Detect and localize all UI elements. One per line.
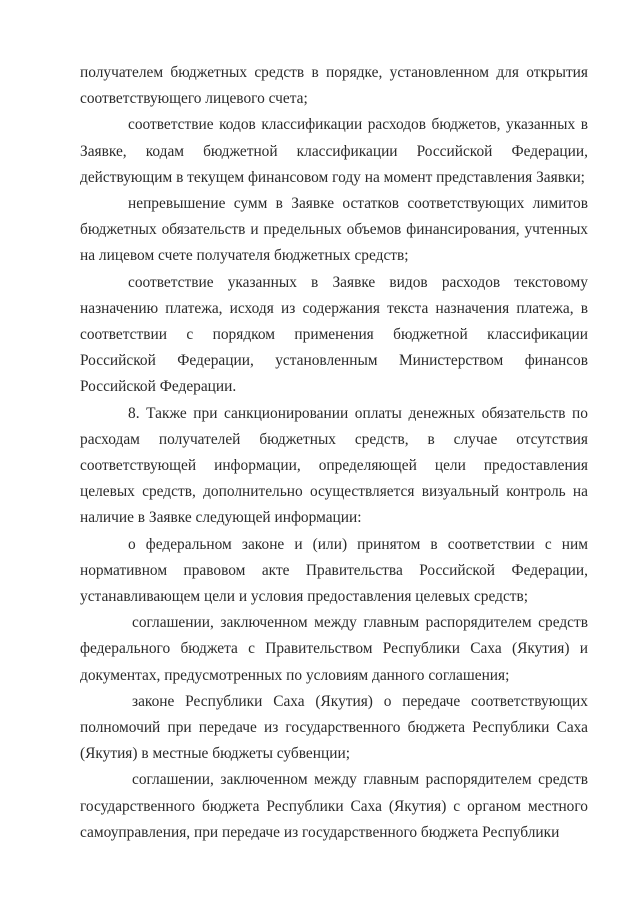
paragraph-republic-law: законе Республики Саха (Якутия) о передаче соответствующих полномочий при передаче из государственного бюджета Республики Саха (Якутия) в местные бюджеты субвенции; [80,692,588,763]
document-body [80,60,588,846]
paragraph-item-8: 8. Также при санкционировании оплаты денежных обязательств по расходам получателей бюджетных средств, в случае отсутствия соответствующей информации, определяющей цели предоставления целевых средств, дополнительно осуществляется визуальный контроль на наличие в Заявке следующей информации: [80,404,588,527]
paragraph-federal-agreement: соглашении, заключенном между главным распорядителем средств федерального бюджета с Правительством Республики Саха (Якутия) и документах, предусмотренных по условиям данного соглашения; [80,614,588,684]
paragraph-classification-codes: соответствие кодов классификации расходов бюджетов, указанных в Заявке, кодам бюджетной классификации Российской Федерации, действующим в текущем финансовом году на момент представления Заявки; [80,116,588,186]
paragraph-federal-law: о федеральном законе и (или) принятом в соответствии с ним нормативном правовом акте Правительства Российской Федерации, устанавливающем цели и условия предоставления целевых средств; [80,535,588,606]
paragraph-continuation: получателем бюджетных средств в порядке, установленном для открытия соответствующего лицевого счета; [80,64,588,108]
paragraph-expense-types: соответствие указанных в Заявке видов расходов текстовому назначению платежа, исходя из содержания текста назначения платежа, в соответствии с порядком применения бюджетной классификации Российской Федерации, установленным Министерством финансов Российской Федерации. [80,273,588,396]
paragraph-limits-check: непревышение сумм в Заявке остатков соответствующих лимитов бюджетных обязательств и предельных объемов финансирования, учтенных на лицевом счете получателя бюджетных средств; [80,195,588,265]
paragraph-local-agreement: соглашении, заключенном между главным распорядителем средств государственного бюджета Республики Саха (Якутия) с органом местного самоуправления, при передаче из государственного бюджета Республики [80,771,588,841]
